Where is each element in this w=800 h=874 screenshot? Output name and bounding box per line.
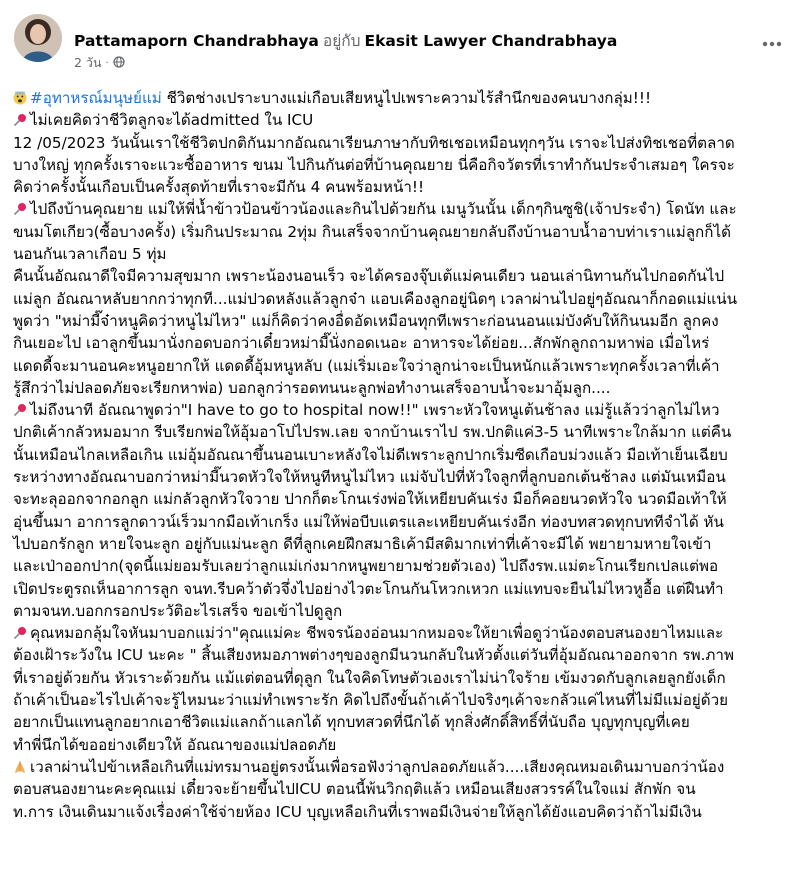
post-line <box>13 778 789 800</box>
pushpin-icon <box>13 111 27 125</box>
post-line-text: รู้สึกว่าไม่ปลอดภัยจะเรียกหาพ่อ) บอกลูกว่ารอดทนนะลูกพ่อทำงานเสร็จอาบน้ำจะมาอุ้มลูก.... <box>13 378 611 397</box>
post-line-text: ไปถึงบ้านคุณยาย แม่ให้พี่น้ำข้าวป้อนข้าวน้องและกินไปด้วยกัน เมนูวันนั้น เด็กๆกินซูชิ(เจ้าประจำ) โดนัท และ <box>30 200 737 219</box>
post-meta <box>74 53 125 73</box>
post-line-text: ไม่เคยคิดว่าชีวิตลูกจะได้admitted ใน ICU <box>30 111 314 130</box>
post-time[interactable]: 2 วัน <box>74 55 102 70</box>
post-line <box>13 689 789 711</box>
post-line <box>13 132 789 154</box>
post-content <box>13 87 789 823</box>
post-line-text: คิดว่าครั้งนั้นเกือบเป็นครั้งสุดท้ายที่เราจะมีกัน 4 คนพร้อมหน้า!! <box>13 178 425 197</box>
post-line-text: ขนมโตเกียว(ซื้อบางครั้ง) เริ่มกินประมาณ 2ทุ่ม กินเสร็จจากบ้านคุณยายกลับถึงบ้านอาบน้ำอาบท่าเราแม่ลูกก็ได้ <box>13 222 731 241</box>
post-line <box>13 622 789 644</box>
scared-face-icon <box>13 89 27 103</box>
post-title-line <box>13 87 789 109</box>
pushpin-icon <box>13 200 27 214</box>
post-line <box>13 444 789 466</box>
post-line <box>13 644 789 666</box>
post-line <box>13 377 789 399</box>
post-line-text: พูดว่า "หม่ามี๊จ๋าหนูคิดว่าหนูไม่ไหว" แม่ก็คิดว่าคงอื่ดอัดเหมือนทุกทีเพราะก่อนนอนแม่บังคับให้กินนมอีก ลูกคง <box>13 311 719 330</box>
post-line-text: ไปบอกรักลูก หายใจนะลูก อยู่กับแม่นะลูก ดีที่ลูกเคยฝึกสมาธิเค้ามีสติมากเท่าที่เค้าจะมีได้ พยายามหายใจเข้า <box>13 534 712 553</box>
post-line <box>13 243 789 265</box>
post-line <box>13 355 789 377</box>
with-text: อยู่กับ <box>322 32 361 50</box>
post-line-text: คืนนั้นอัณณาดีใจมีความสุขมาก เพราะน้องนอนเร็ว จะได้ครองจุ๊บเต้แม่คนเดียว นอนเล่านิทานกันไปกอดกันไป <box>13 267 725 286</box>
post-line-text: ที่เราอยู่ด้วยกัน หัวเราะด้วยกัน แม้แต่ตอนที่ดุลูก ในใจคิดโทษตัวเองเราไม่น่าใจร้าย เข้มงวดกับลูกเลยลูกยังเด็ก <box>13 668 726 687</box>
post-body <box>13 109 789 823</box>
post-line-text: จะทะลุออกจากอกลูก แม่กลัวลูกหัวใจวาย ปากก็ตะโกนเร่งพ่อให้เหยียบคันเร่ง มือก็คอยนวดหัวใจ นวดมือเท้าให้ <box>13 490 727 509</box>
post-line-text: เปิดประตูรถเห็นอาการลูก จนท.รีบคว้าตัวจึ่งไปอย่างไวตะโกนกันโหวกเหวก แม่แทบจะยืนไม่ไหวหูอื้อ แต่ฝืนทำ <box>13 579 724 598</box>
post-line-text: แม่ลูก อัณณาหลับยากกว่าทุกที...แม่ปวดหลังแล้วลูกจ๋า แอบเคืองลูกอยู่นิดๆ เวลาผ่านไปอยู่ๆอัณณาก็กอดแม่แน่น <box>13 289 738 308</box>
pushpin-icon <box>13 401 27 415</box>
post-line <box>13 801 789 823</box>
post-line <box>13 711 789 733</box>
meta-separator: · <box>105 57 109 69</box>
hashtag-link[interactable]: #อุทาหรณ์มนุษย์แม่ <box>30 89 162 107</box>
post-line <box>13 555 789 577</box>
post-line <box>13 332 789 354</box>
post-line-text: บางใหญ่ ทุกครั้งเราจะแวะซื้ออาหาร ขนม ไปกินกันต่อที่บ้านคุณยาย นี่คือกิจวัตรที่เราทำกันประจำเสมอๆ ใครจะ <box>13 155 735 174</box>
post-line-text: ต้องเฝ้าระวังใน ICU นะคะ " สิ้นเสียงหมอภาพต่างๆของลูกมีนวนกลับในหัวตั้งแต่วันที่อุ้มอัณณาออกจาก รพ.ภาพ <box>13 646 734 665</box>
post-line <box>13 734 789 756</box>
globe-icon[interactable] <box>113 56 125 71</box>
post-line-text: คุณหมอกลุ้มใจหันมาบอกแม่ว่า"คุณแม่คะ ชีพจรน้องอ่อนมากหมอจะให้ยาเพื่อดูว่าน้องตอบสนองยาไหมและ <box>30 624 724 643</box>
tagged-name[interactable]: Ekasit Lawyer Chandrabhaya <box>364 32 618 50</box>
author-name[interactable]: Pattamaporn Chandrabhaya <box>74 32 319 50</box>
post-line <box>13 421 789 443</box>
post-line <box>13 578 789 600</box>
post-line-text: ตอบสนองยานะคะคุณแม่ เดี๋ยวจะย้ายขึ้นไปICU ตอนนี้พ้นวิกฤติแล้ว เหมือนเสียงสวรรค์ในใจแม่ สักพัก จน <box>13 780 696 799</box>
praying-hands-icon <box>13 758 27 772</box>
post-line-text: กินเยอะไป เอาลูกขึ้นมานั่งกอดบอกว่าเดี๋ยวหม่ามี๊นั่งกอดเนอะ อาหารจะได้ย่อย...สักพักลูกถามหาพ่อ เมื่อไหร่ <box>13 334 710 353</box>
post-line-text: ไม่ถึงนาที อัณณาพูดว่า"I have to go to hospital now!!" เพราะหัวใจหนูเต้นช้าลง แม่รู้แล้วว่าลูกไม่ไหว <box>30 401 720 420</box>
post-line-text: ท.การ เงินเดินมาแจ้งเรื่องค่าใช้จ่ายห้อง ICU บุญเหลือเกินที่เราพอมีเงินจ่ายให้ลูกได้ยังแอบคิดว่าถ้าไม่มีเงิน <box>13 802 702 821</box>
post-line <box>13 600 789 622</box>
post-author-line <box>74 28 617 53</box>
post-line <box>13 176 789 198</box>
post-line-text: ทำพี่นึกได้ขออย่างเดียวให้ อัณณาของแม่ปลอดภัย <box>13 735 337 754</box>
post-line <box>13 198 789 220</box>
avatar[interactable] <box>14 14 62 62</box>
post-line <box>13 756 789 778</box>
post-line-text: อยากเป็นแทนลูกอยากเอาชีวิตแม่แลกถ้าแลกได้ ทุกบทสวดที่นึกได้ ทุกสิ่งศักดิ์สิทธิ์ที่นับถือ บุญทุกบุญที่เคย <box>13 713 690 732</box>
post-line-text: ปกติเค้ากลัวหมอมาก รีบเรียกพ่อให้อุ้มอาโปไปรพ.เลย จากบ้านเราไป รพ.ปกติแค่3-5 นาทีเพราะใกล้มาก แต่คืน <box>13 423 732 442</box>
pushpin-icon <box>13 624 27 638</box>
post-line-text: เวลาผ่านไปข้าเหลือเกินที่แม่ทรมานอยู่ตรงนั้นเพื่อรอฟังว่าลูกปลอดภัยแล้ว....เสียงคุณหมอเดินมาบอกว่าน้อง <box>30 757 725 776</box>
post-line <box>13 533 789 555</box>
post-line <box>13 265 789 287</box>
post-line <box>13 310 789 332</box>
post-line <box>13 667 789 689</box>
post-line-text: ระหว่างทางอัณณาบอกว่าหม่ามี๊นวดหัวใจให้หนูทีหนูไม่ไหว แม่จับไปที่หัวใจลูกที่ลูกบอกเต้นช้าลง แต่มันเหมือน <box>13 468 726 487</box>
post-line-text: และเป่าออกปาก(จุดนี้แม่ยอมรับเลยว่าลูกแม่เก่งมากหนูพยายามช่วยตัวเอง) ไปถึงรพ.แม่ตะโกนเรียกเปลแต่พอ <box>13 557 719 576</box>
post-line <box>13 109 789 131</box>
post-line <box>13 221 789 243</box>
post-line-text: อุ่นขึ้นมา อาการลูกดาวน์เร็วมากมือเท้าเกร็ง แม่ให้พ่อบีบแตรและเหยียบคันเร่งอีก ท่องบทสวดทุกบททีจำได้ หัน <box>13 512 724 531</box>
post-line <box>13 288 789 310</box>
post-header <box>14 14 786 70</box>
post-line-text: แดดดี้จะมานอนคะหนูอยากให้ แดดดี้อุ้มหนูหลับ (แม่เริ่มเอะใจว่าลูกน่าจะเป็นหนักแล้วเพราะทุกครั้งเวลาที่เค้า <box>13 356 720 375</box>
post-line-text: นอนกันเวลาเกือบ 5 ทุ่ม <box>13 245 167 264</box>
post-line-text: ตามจนท.บอกกรอกประวัติอะไรเสร็จ ขอเข้าไปดูลูก <box>13 601 343 620</box>
post-line-text: ถ้าเค้าเป็นอะไรไปเค้าจะรู้ไหมนะว่าแม่ทำเพราะรัก คิดไปถึงขั้นถ้าเค้าไปจริงๆเค้าจะกลัวแค่ไหนที่ไม่มีแม่อยู่ด้วย <box>13 691 728 710</box>
post-line <box>13 488 789 510</box>
post-line <box>13 511 789 533</box>
more-options-icon[interactable] <box>760 34 784 54</box>
post-line <box>13 399 789 421</box>
post-line <box>13 466 789 488</box>
post-line <box>13 154 789 176</box>
post-line-text: 12 /05/2023 วันนั้นเราใช้ชีวิตปกติกันมากอัณณาเรียนภาษากับทิชเชอเหมือนทุกๆวัน เราจะไปส่งทิชเชอที่ตลาด <box>13 133 735 152</box>
post-title-text: ชีวิตช่างเปราะบางแม่เกือบเสียหนูไปเพราะความไร้สำนึกของคนบางกลุ่ม!!! <box>161 89 652 107</box>
post-line-text: นั้นเหมือนไกลเหลือเกิน แม่อุ้มอัณณาขึ้นนอนเบาะหลังใจไม่ดีเพราะลูกปากเริ่มซีดเกือบม่วงแล้ว มือเท้าเย็นเฉียบ <box>13 445 728 464</box>
